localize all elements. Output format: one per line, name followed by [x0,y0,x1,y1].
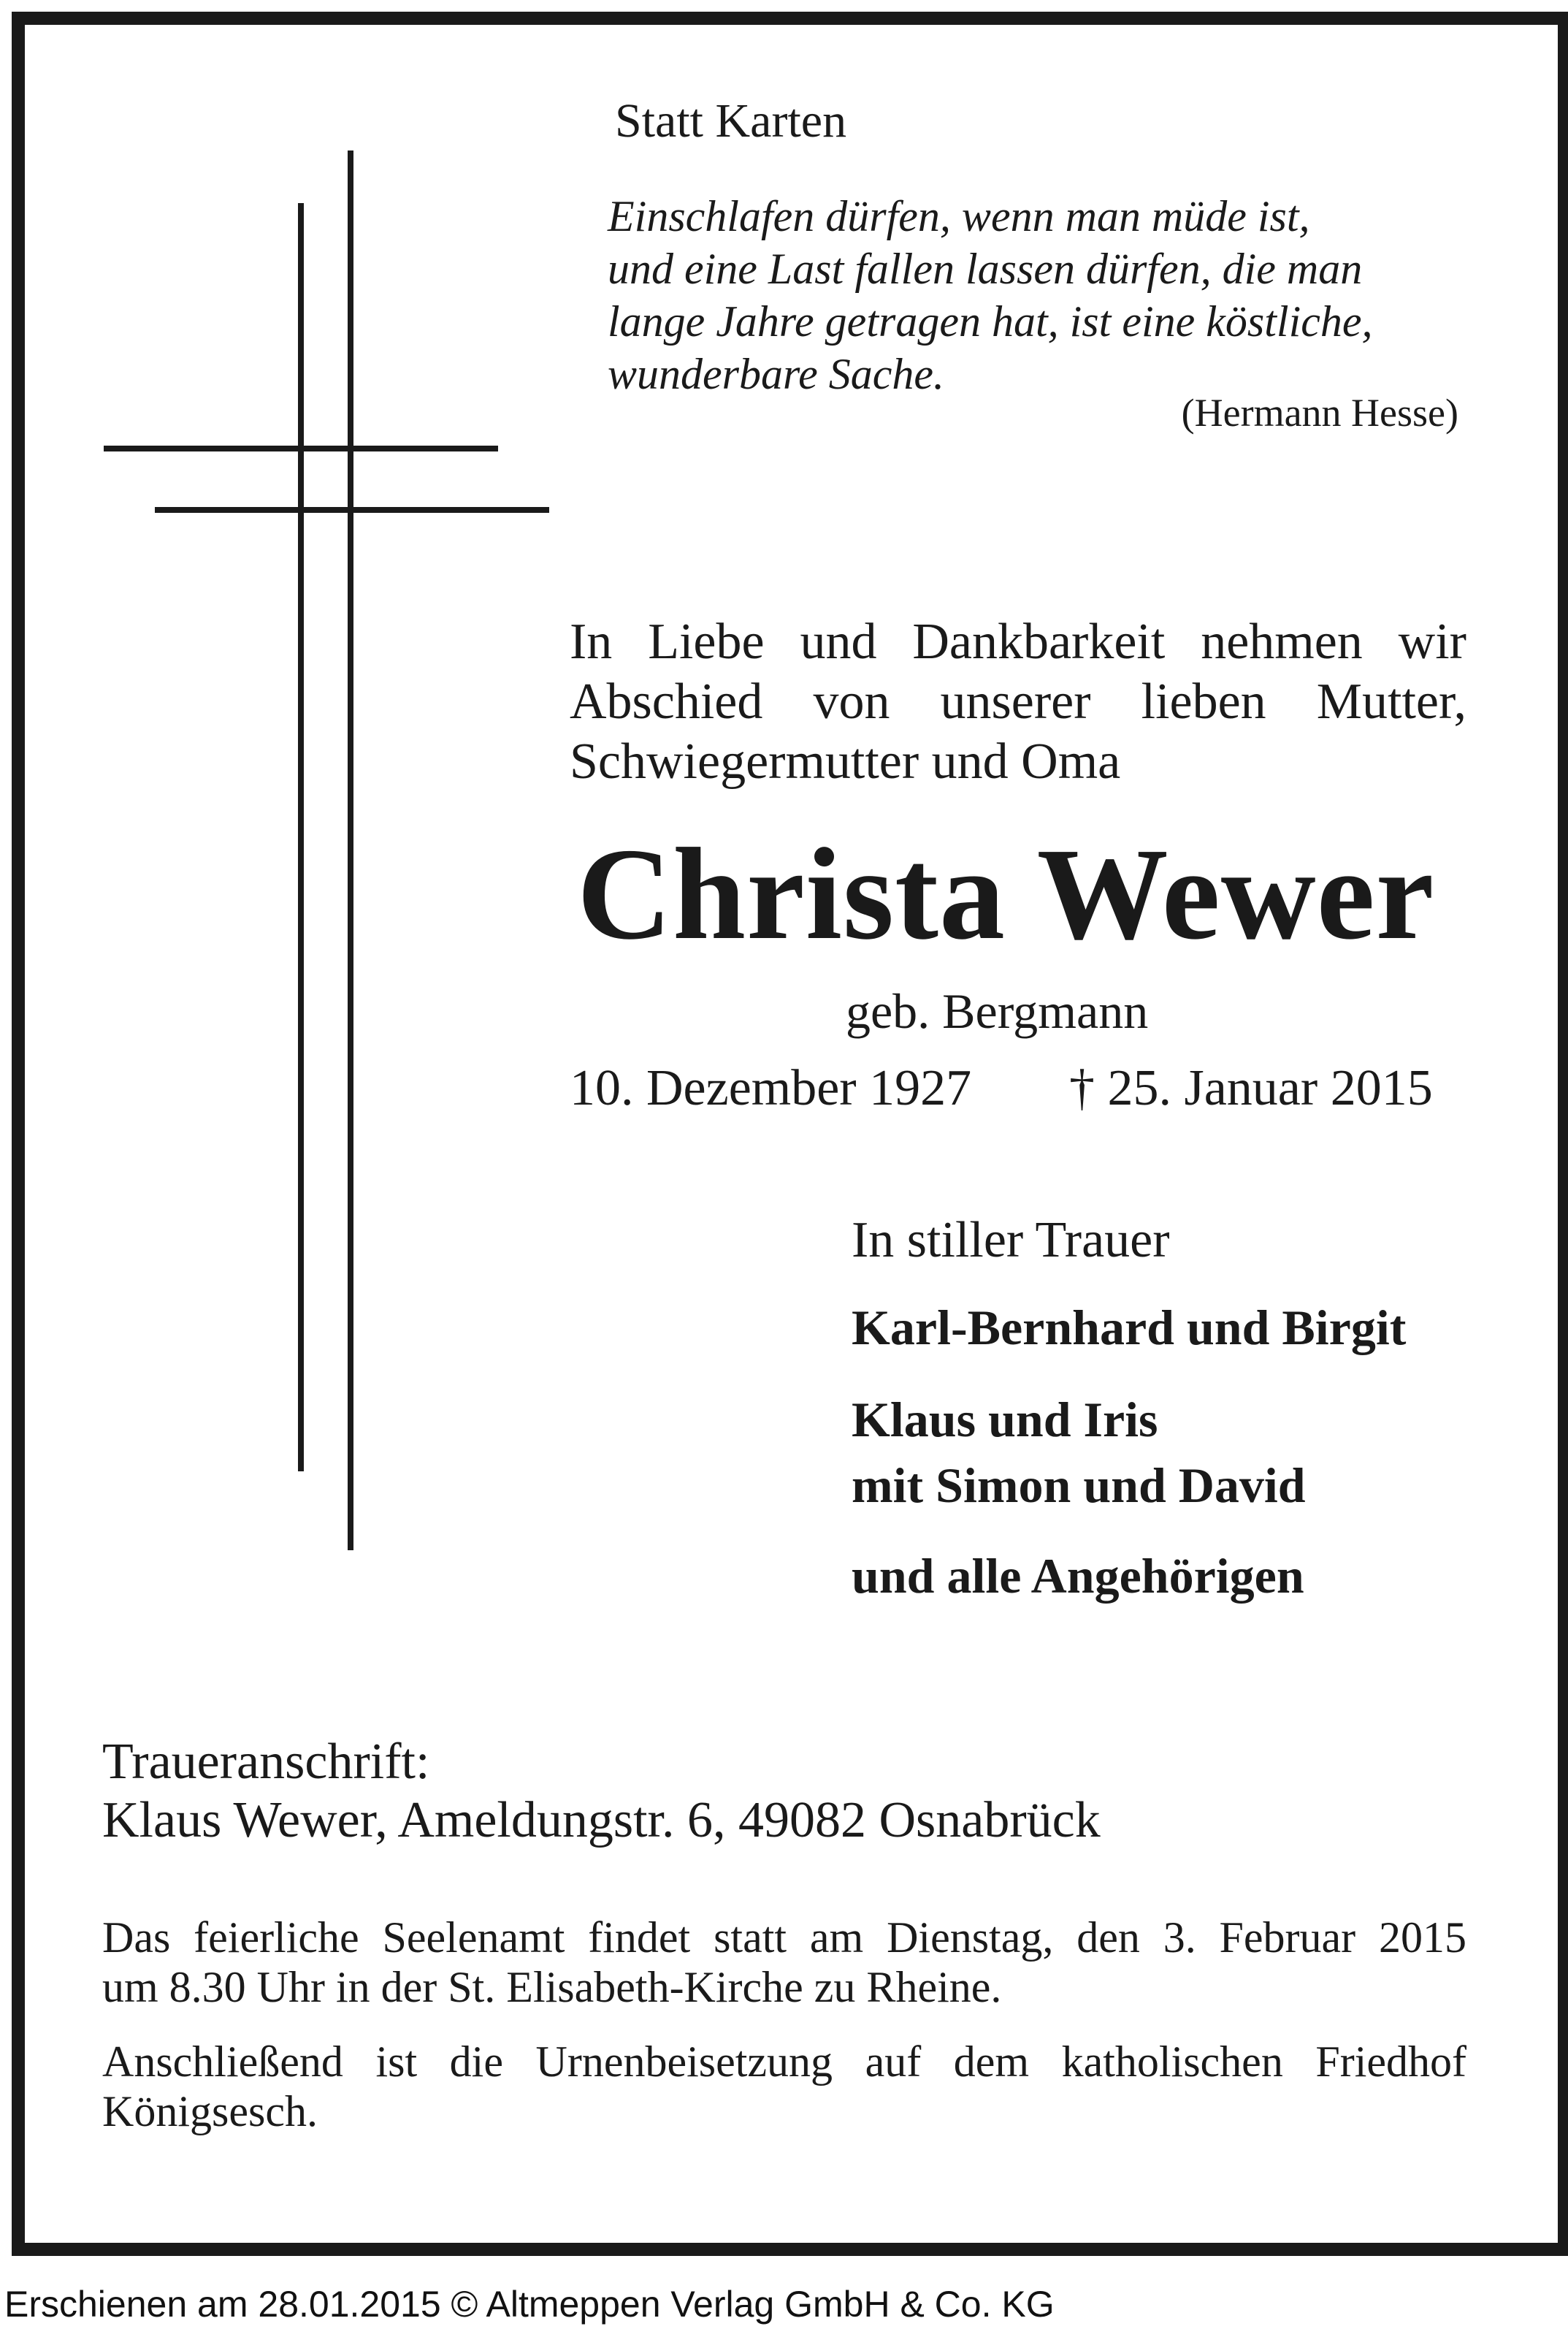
mourning-intro: In stiller Trauer [852,1212,1170,1268]
intro-line-2: Abschied von unserer lieben Mutter, [570,674,1466,730]
mourner-name-2: Klaus und Iris [852,1392,1158,1447]
burial-text [102,2037,1466,2136]
intro-text [570,612,1466,792]
death-date: † 25. Januar 2015 [1069,1060,1433,1116]
deceased-name: Christa Wewer [577,821,1435,967]
burial-line-1: Anschließend ist die Urnenbeisetzung auf dem katholischen Friedhof [102,2038,1466,2086]
quote-line-1: Einschlafen dürfen, wenn man müde ist, [608,192,1310,240]
intro-line-3: Schwiegermutter und Oma [570,733,1121,790]
quote-author: (Hermann Hesse) [1181,391,1458,435]
address-label: Traueranschrift: [102,1734,430,1790]
address-value: Klaus Wewer, Ameldungstr. 6, 49082 Osnabrück [102,1792,1101,1848]
service-text [102,1913,1466,2012]
mourner-name-4: und alle Angehörigen [852,1548,1304,1604]
maiden-name: geb. Bergmann [846,983,1149,1039]
mourner-name-1: Karl-Bernhard und Birgit [852,1300,1407,1355]
publication-footer: Erschienen am 28.01.2015 © Altmeppen Verlag GmbH & Co. KG [4,2284,1055,2325]
quote-line-3: lange Jahre getragen hat, ist eine köstliche, [608,297,1373,346]
mourner-name-3: mit Simon und David [852,1457,1306,1513]
quote-line-2: und eine Last fallen lassen dürfen, die man [608,245,1363,293]
quote-line-4: wunderbare Sache. [608,350,945,398]
burial-line-2: Königsesch. [102,2087,318,2135]
intro-line-1: In Liebe und Dankbarkeit nehmen wir [570,614,1466,670]
heading: Statt Karten [615,94,847,148]
service-line-1: Das feierliche Seelenamt findet statt am Dienstag, den 3. Februar 2015 [102,1913,1466,1962]
service-line-2: um 8.30 Uhr in der St. Elisabeth-Kirche zu Rheine. [102,1963,1002,2011]
birth-date: 10. Dezember 1927 [570,1060,972,1116]
